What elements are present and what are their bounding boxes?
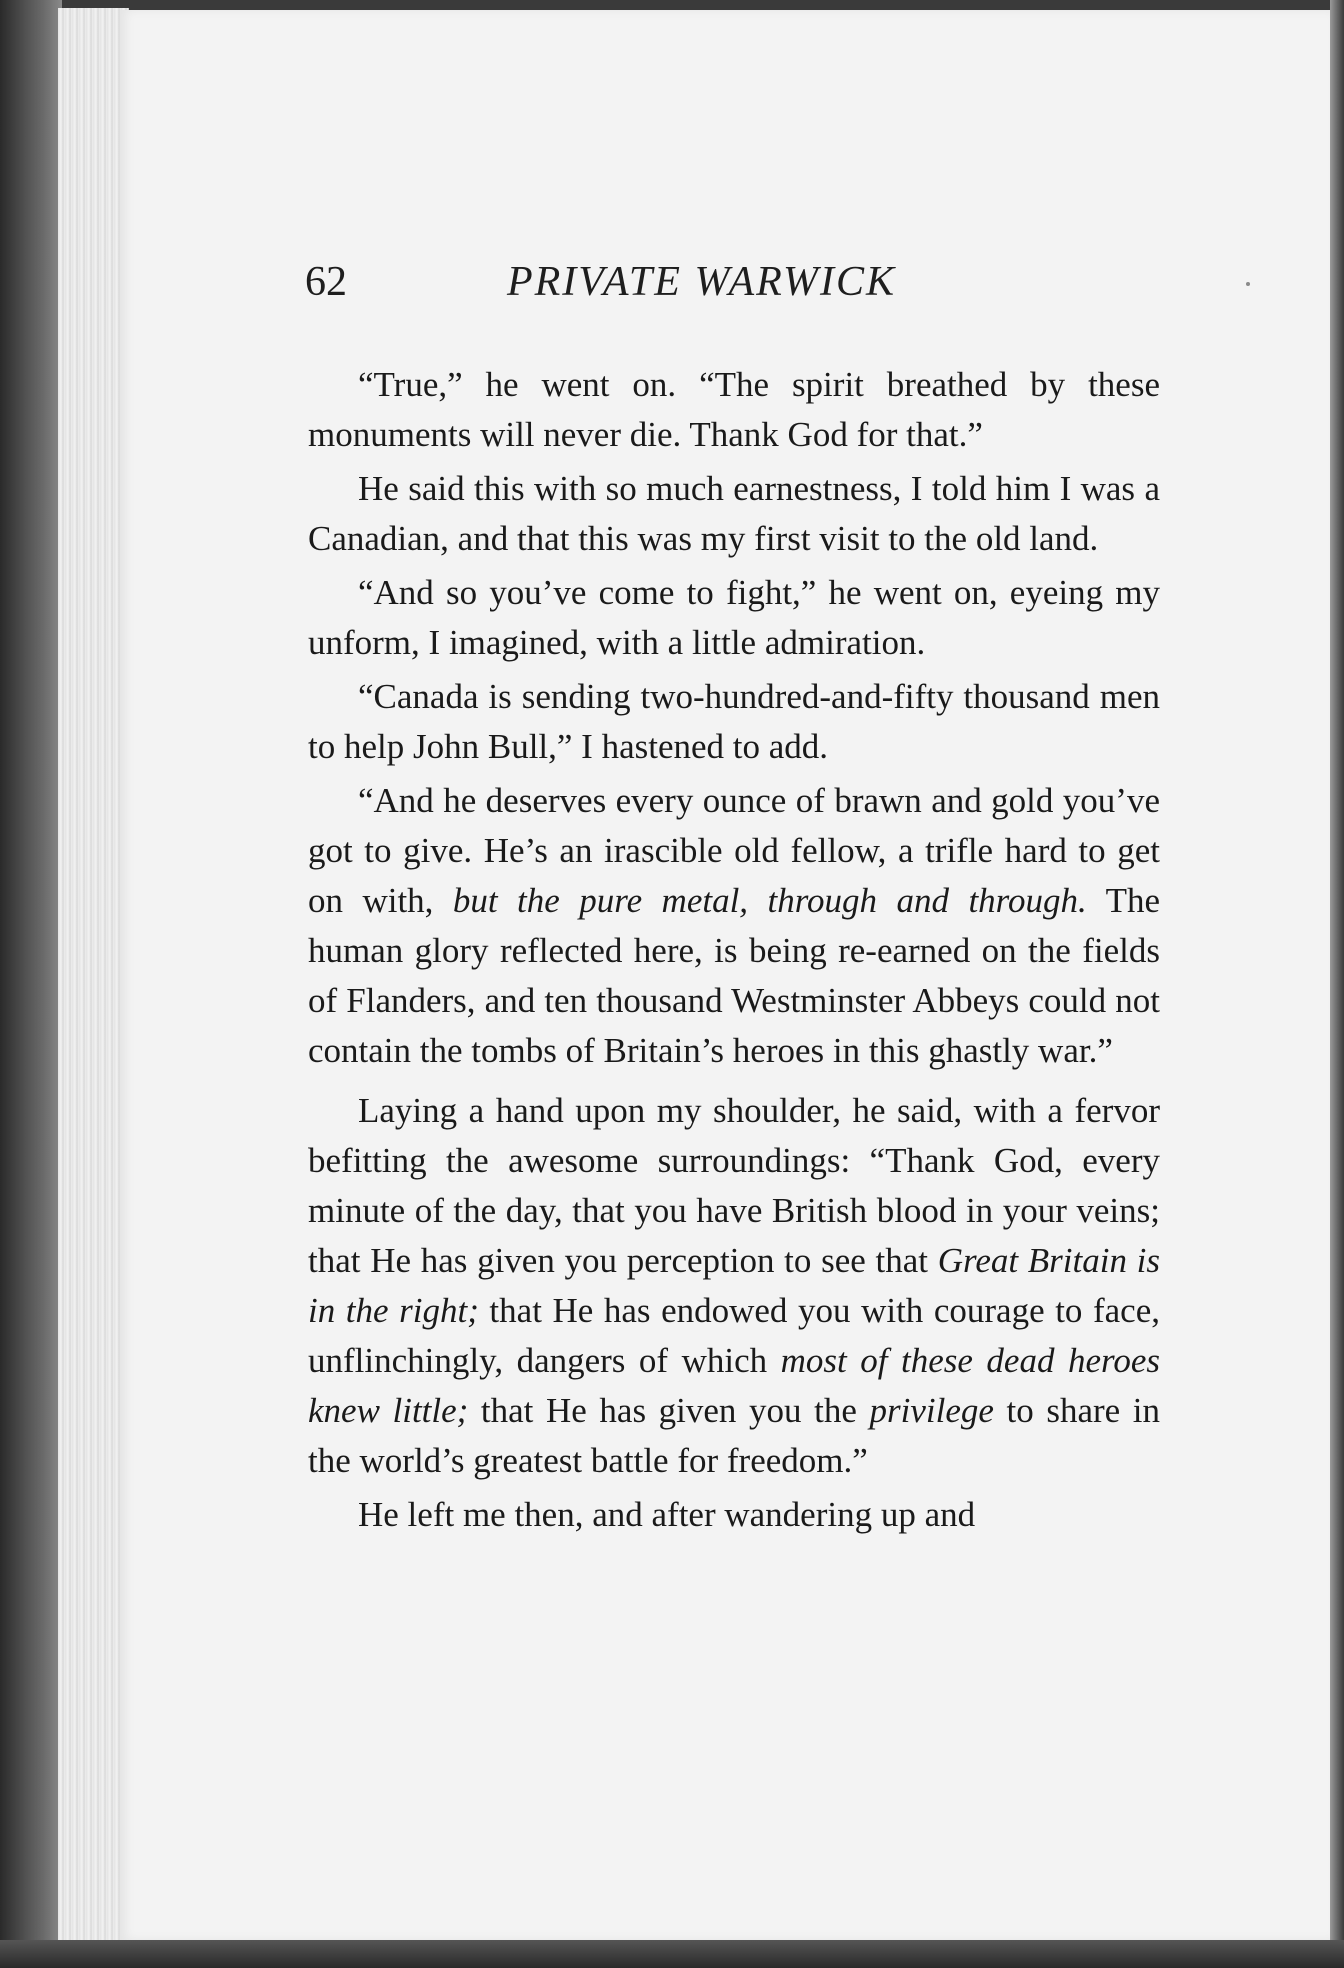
- text-segment: to share in the world’s greatest battle for freedom.”: [308, 1391, 1160, 1480]
- paragraph: [308, 776, 1160, 1076]
- italic-text-segment: most of these dead heroes knew little;: [308, 1341, 1160, 1430]
- page-leaf-edges: [58, 8, 129, 1943]
- book-title: PRIVATE WARWICK: [507, 259, 897, 305]
- text-segment: He said this with so much earnestness, I told him I was a Canadian, and that this was my first visit to the old land.: [308, 469, 1160, 558]
- text-segment: The human glory reflected here, is being re-earned on the fields of Flanders, and ten thousand Westminster Abbeys could not contain the tombs of Britain’s heroes in this ghastly war.”: [308, 881, 1160, 1070]
- paragraph: [308, 1086, 1160, 1486]
- page-right-shadow: [1330, 0, 1344, 1968]
- text-segment: that He has endowed you with courage to face, unflinchingly, dangers of which: [308, 1291, 1160, 1380]
- paragraph: [308, 1490, 1160, 1540]
- text-segment: “True,” he went on. “The spirit breathed by these monuments will never die. Thank God for that.”: [308, 365, 1160, 454]
- italic-text-segment: but the pure metal, through and through.: [452, 881, 1087, 920]
- paragraph: [308, 672, 1160, 772]
- text-segment: that He has given you the: [468, 1391, 870, 1430]
- running-head: [305, 258, 1205, 318]
- page-number: 62: [305, 259, 347, 305]
- text-segment: He left me then, and after wandering up and: [358, 1495, 976, 1534]
- paragraph: [308, 360, 1160, 460]
- text-segment: Laying a hand upon my shoulder, he said, with a fervor befitting the awesome surroundings: “Thank God, every minute of the day, that you have British blood in your veins; that He has given you perception to see that: [308, 1091, 1160, 1280]
- body-text: [308, 360, 1160, 1544]
- dust-speck: [1246, 282, 1250, 286]
- paragraph: [308, 464, 1160, 564]
- paragraph: [308, 568, 1160, 668]
- text-segment: “And so you’ve come to fight,” he went on, eyeing my unform, I imagined, with a little admiration.: [308, 573, 1160, 662]
- text-segment: “And he deserves every ounce of brawn and gold you’ve got to give. He’s an irascible old fellow, a trifle hard to get on with,: [308, 781, 1160, 920]
- book-cover-bottom-edge: [0, 1940, 1344, 1968]
- text-segment: “Canada is sending two-hundred-and-fifty thousand men to help John Bull,” I hastened to add.: [308, 677, 1160, 766]
- italic-text-segment: privilege: [869, 1391, 994, 1430]
- book-cover-edge: [0, 0, 62, 1968]
- italic-text-segment: Great Britain is in the right;: [308, 1241, 1161, 1330]
